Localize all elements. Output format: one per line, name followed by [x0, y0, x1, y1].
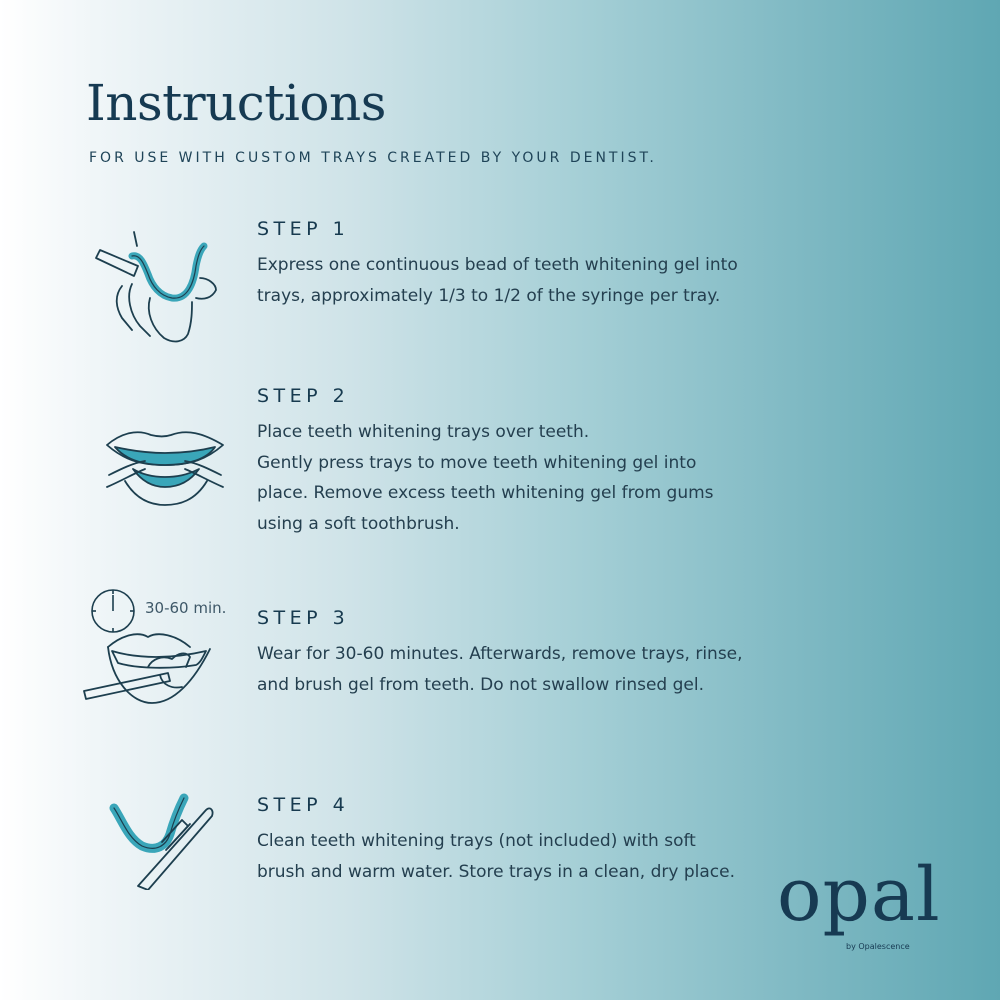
step-4-heading: STEP 4 — [257, 794, 350, 816]
brand-logo: opal — [777, 852, 941, 938]
step-3 — [257, 607, 797, 700]
brushing-teeth-icon — [82, 629, 216, 711]
step-2-body: Place teeth whitening trays over teeth. Gently press trays to move teeth whitening gel into place. Remove excess teeth whitening gel from gums using a soft toothbrush. — [257, 422, 714, 534]
clock-icon — [89, 587, 137, 635]
tray-brush-icon — [104, 790, 216, 890]
step-2 — [257, 385, 797, 539]
step-4 — [257, 794, 797, 887]
step-1-heading: STEP 1 — [257, 218, 350, 240]
step-3-body: Wear for 30-60 minutes. Afterwards, remove trays, rinse, and brush gel from teeth. Do not swallow rinsed gel. — [257, 644, 743, 695]
syringe-tray-icon — [92, 226, 232, 348]
brand-tagline: by Opalescence — [846, 942, 910, 951]
page-subtitle: FOR USE WITH CUSTOM TRAYS CREATED BY YOUR DENTIST. — [89, 150, 657, 166]
step-2-heading: STEP 2 — [257, 385, 350, 407]
page-title: Instructions — [86, 74, 386, 132]
step-1 — [257, 218, 797, 311]
step-4-body: Clean teeth whitening trays (not included) with soft brush and warm water. Store trays in a clean, dry place. — [257, 831, 736, 882]
step-3-heading: STEP 3 — [257, 607, 350, 629]
mouth-tray-icon — [103, 425, 227, 507]
step-1-body: Express one continuous bead of teeth whitening gel into trays, approximately 1/3 to 1/2 of the syringe per tray. — [257, 255, 738, 306]
timer-label: 30-60 min. — [145, 599, 227, 617]
